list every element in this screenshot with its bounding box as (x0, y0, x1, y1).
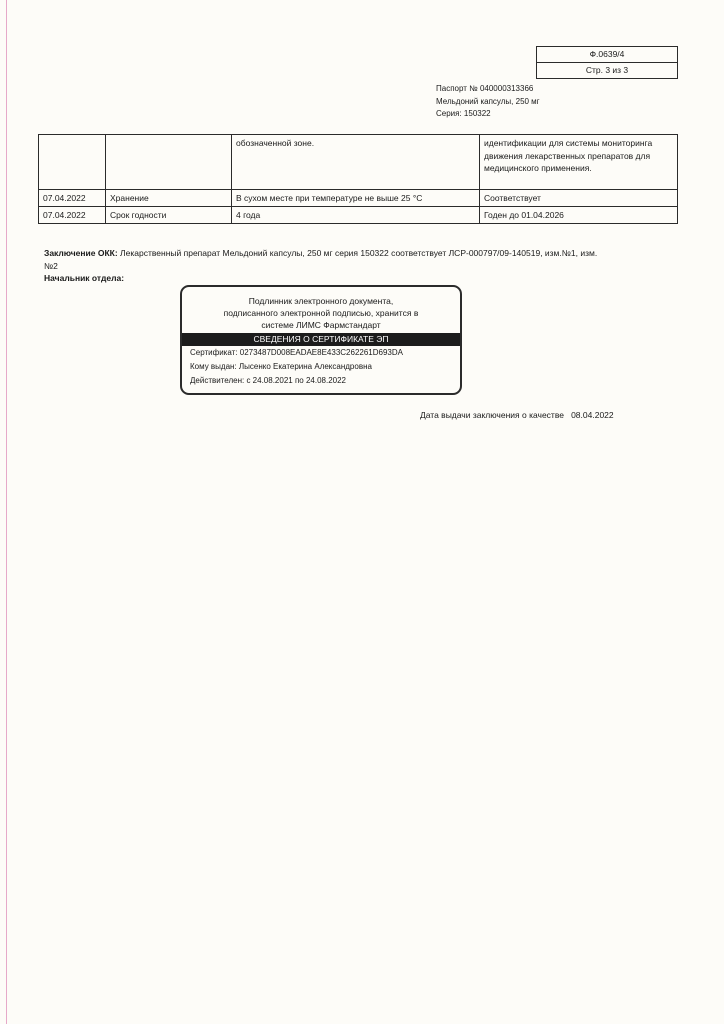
issued-to-value: Лысенко Екатерина Александровна (236, 362, 372, 371)
form-code-box (536, 46, 678, 79)
table-cell-norm: обозначенной зоне. (232, 135, 480, 190)
table-row (39, 190, 678, 207)
conclusion-paragraph (44, 247, 604, 272)
form-code: Ф.0639/4 (537, 47, 677, 63)
e-signature-stamp (180, 285, 462, 395)
validity-label: Действителен: (190, 376, 245, 385)
table-cell-date: 07.04.2022 (39, 207, 106, 224)
stamp-title-bar: СВЕДЕНИЯ О СЕРТИФИКАТЕ ЭП (182, 333, 460, 346)
issue-date-label: Дата выдачи заключения о качестве (420, 410, 564, 420)
department-head-label: Начальник отдела: (44, 273, 125, 283)
table-cell-date (39, 135, 106, 190)
certificate-line (182, 346, 460, 360)
page-edge-line (6, 0, 7, 1024)
table-cell-norm: В сухом месте при температуре не выше 25 °C (232, 190, 480, 207)
issued-to-line (182, 360, 460, 374)
passport-info (436, 83, 540, 121)
passport-number: Паспорт № 040000313366 (436, 84, 534, 93)
issued-to-label: Кому выдан: (190, 362, 237, 371)
issue-date-line (420, 410, 614, 420)
table-cell-param (106, 135, 232, 190)
table-cell-param: Хранение (106, 190, 232, 207)
table-row (39, 135, 678, 190)
stamp-line-3: системе ЛИМС Фармстандарт (261, 320, 381, 330)
certificate-value: 0273487D008EADAE8E433C262261D693DA (237, 348, 403, 357)
issue-date-value: 08.04.2022 (571, 410, 614, 420)
product-name: Мельдоний капсулы, 250 мг (436, 96, 540, 106)
series-number: Серия: 150322 (436, 109, 491, 118)
table-cell-result: Годен до 01.04.2026 (480, 207, 678, 224)
stamp-header (182, 287, 460, 333)
conclusion-text: Лекарственный препарат Мельдоний капсулы, 250 мг серия 150322 соответствует ЛСР-000797/09-140519, изм.№1, изм.№2 (44, 248, 598, 271)
table-cell-norm: 4 года (232, 207, 480, 224)
validity-line (182, 374, 460, 388)
table-row (39, 207, 678, 224)
table-cell-result: Соответствует (480, 190, 678, 207)
table-cell-param: Срок годности (106, 207, 232, 224)
stamp-line-1: Подлинник электронного документа, (248, 296, 394, 306)
page-number: Стр. 3 из 3 (585, 65, 629, 75)
table-cell-date: 07.04.2022 (39, 190, 106, 207)
validity-value: с 24.08.2021 по 24.08.2022 (244, 376, 346, 385)
test-results-table (38, 134, 678, 224)
certificate-label: Сертификат: (190, 348, 238, 357)
stamp-line-2: подписанного электронной подписью, хранится в (223, 308, 419, 318)
conclusion-label: Заключение ОКК: (44, 248, 118, 258)
table-cell-result: идентификации для системы мониторинга движения лекарственных препаратов для медицинского применения. (480, 135, 678, 190)
qc-conclusion (44, 247, 604, 285)
